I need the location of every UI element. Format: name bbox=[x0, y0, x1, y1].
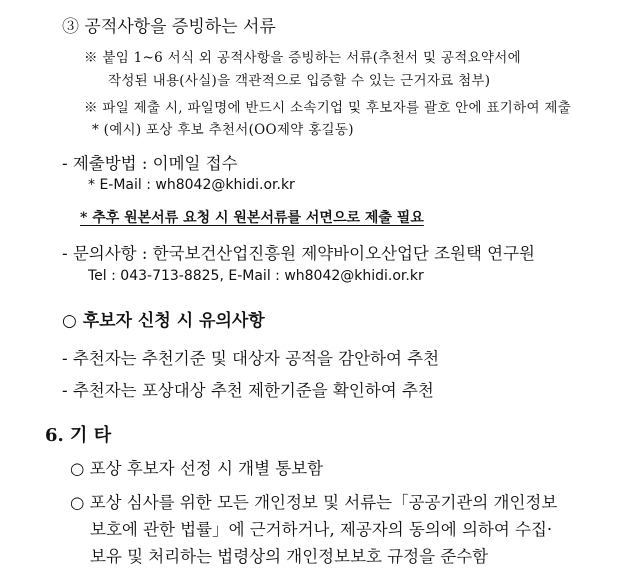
etc-item-2-line2: 보호에 관한 법률」에 근거하거나, 제공자의 동의에 의하여 수집· bbox=[90, 520, 553, 539]
caution-item-2: - 추천자는 포상대상 추천 제한기준을 확인하여 추천 bbox=[62, 381, 434, 400]
etc-item-2-line3: 보유 및 처리하는 법령상의 개인정보보호 규정을 준수함 bbox=[90, 547, 489, 566]
item-proof-documents: ③ 공적사항을 증빙하는 서류 bbox=[62, 17, 276, 37]
contact-info: - 문의사항 : 한국보건산업진흥원 제약바이오산업단 조원택 연구원 bbox=[62, 244, 535, 263]
submission-method: - 제출방법 : 이메일 접수 bbox=[62, 154, 238, 173]
contact-tel-email: Tel : 043-713-8825, E-Mail : wh8042@khidi.or.kr bbox=[88, 268, 424, 284]
note-attachment-line1: ※ 붙임 1~6 서식 외 공적사항을 증빙하는 서류(추천서 및 공적요약서에 bbox=[84, 50, 521, 66]
section-6-title: 6. 기 타 bbox=[45, 425, 112, 446]
caution-item-1: - 추천자는 추천기준 및 대상자 공적을 감안하여 추천 bbox=[62, 349, 440, 368]
submission-email: * E-Mail : wh8042@khidi.or.kr bbox=[88, 177, 295, 193]
note-attachment-line2: 작성된 내용(사실)을 객관적으로 입증할 수 있는 근거자료 첨부) bbox=[108, 73, 491, 89]
note-file-naming: ※ 파일 제출 시, 파일명에 반드시 소속기업 및 후보자를 괄호 안에 표기하여 제출 bbox=[84, 100, 572, 116]
candidate-caution-heading: ○ 후보자 신청 시 유의사항 bbox=[62, 311, 265, 331]
note-example: * (예시) 포상 후보 추천서(OO제약 홍길동) bbox=[92, 122, 354, 138]
etc-item-2-line1: ○ 포상 심사를 위한 모든 개인정보 및 서류는「공공기관의 개인정보 bbox=[70, 493, 558, 512]
original-documents-notice: * 추후 원본서류 요청 시 원본서류를 서면으로 제출 필요 bbox=[80, 210, 424, 226]
etc-item-1: ○ 포상 후보자 선정 시 개별 통보함 bbox=[70, 459, 324, 478]
